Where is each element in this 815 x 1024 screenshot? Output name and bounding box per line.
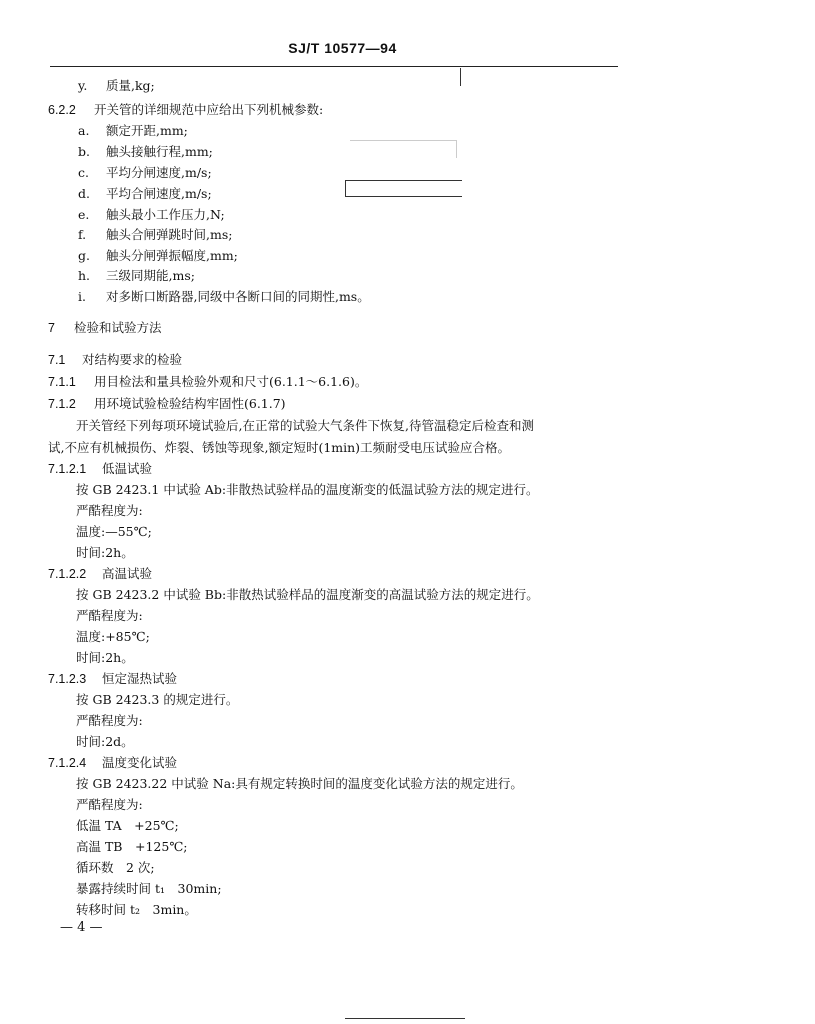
- paragraph-line: 时间:2h。: [76, 545, 134, 560]
- scan-mark-box-side: [345, 180, 346, 196]
- list-item: [78, 207, 225, 223]
- item-label: y.: [78, 78, 88, 93]
- item-text: 触头最小工作压力,N;: [106, 207, 225, 222]
- clause-7-1-2-3: [48, 671, 177, 687]
- item-label: e.: [78, 207, 90, 222]
- item-text: 平均合闸速度,m/s;: [106, 186, 212, 201]
- list-item: [78, 165, 212, 181]
- paragraph-line: 循环数 2 次;: [76, 860, 155, 875]
- scan-mark-faint-side: [456, 140, 457, 158]
- item-text: 平均分闸速度,m/s;: [106, 165, 212, 180]
- list-item: [78, 227, 232, 243]
- list-item: [78, 144, 213, 160]
- clause-7-1-2-4: [48, 755, 177, 771]
- paragraph-line: 按 GB 2423.2 中试验 Bb:非散热试验样品的温度渐变的高温试验方法的规定进行。: [76, 587, 539, 602]
- list-item: [78, 289, 370, 305]
- clause-text: 低温试验: [102, 461, 153, 476]
- paragraph-line: 低温 TA +25℃;: [76, 818, 179, 833]
- section-7-heading: [48, 320, 162, 336]
- scan-mark-faint-top: [350, 140, 456, 141]
- paragraph-line: 温度:+85℃;: [76, 629, 150, 644]
- clause-number: 7.1.1: [48, 375, 76, 389]
- clause-number: 7.1: [48, 353, 66, 367]
- clause-number: 7.1.2.4: [48, 756, 87, 770]
- item-text: 额定开距,mm;: [106, 123, 188, 138]
- clause-text: 开关管的详细规范中应给出下列机械参数:: [94, 102, 324, 117]
- paragraph-line: 按 GB 2423.22 中试验 Na:具有规定转换时间的温度变化试验方法的规定进行。: [76, 776, 523, 791]
- scan-mark-bottom: [345, 1018, 465, 1019]
- paragraph-line: 转移时间 t₂ 3min。: [76, 902, 197, 917]
- paragraph-line: 严酷程度为:: [76, 503, 143, 518]
- clause-text: 用目检法和量具检验外观和尺寸(6.1.1～6.1.6)。: [94, 374, 368, 389]
- scan-mark-box-bottom: [345, 196, 462, 197]
- clause-6-2-2: [48, 102, 323, 118]
- item-label: f.: [78, 227, 87, 242]
- paragraph-line: 开关管经下列每项环境试验后,在正常的试验大气条件下恢复,待管温稳定后检查和测: [76, 418, 534, 433]
- item-label: i.: [78, 289, 86, 304]
- item-label: d.: [78, 186, 90, 201]
- paragraph-line: 时间:2h。: [76, 650, 134, 665]
- mass-item: [78, 78, 155, 94]
- clause-number: 6.2.2: [48, 103, 76, 117]
- item-text: 质量,kg;: [106, 78, 155, 93]
- paragraph-line: 试,不应有机械损伤、炸裂、锈蚀等现象,额定短时(1min)工频耐受电压试验应合格。: [48, 440, 511, 455]
- clause-text: 对结构要求的检验: [82, 352, 183, 367]
- paragraph-line: 温度:—55℃;: [76, 524, 152, 539]
- clause-7-1-2-1: [48, 461, 152, 477]
- item-label: a.: [78, 123, 90, 138]
- paragraph-line: 严酷程度为:: [76, 797, 143, 812]
- section-number: 7: [48, 321, 55, 335]
- clause-text: 高温试验: [102, 566, 153, 581]
- item-label: c.: [78, 165, 89, 180]
- document-code: SJ/T 10577—94: [288, 40, 397, 56]
- item-label: h.: [78, 268, 91, 283]
- clause-number: 7.1.2.3: [48, 672, 87, 686]
- clause-7-1: [48, 352, 182, 368]
- clause-7-1-2-2: [48, 566, 152, 582]
- clause-text: 用环境试验检验结构牢固性(6.1.7): [94, 396, 286, 411]
- paragraph-line: 严酷程度为:: [76, 608, 143, 623]
- scan-mark-vertical: [460, 68, 461, 86]
- section-title: 检验和试验方法: [74, 320, 162, 335]
- paragraph-line: 暴露持续时间 t₁ 30min;: [76, 881, 222, 896]
- scan-mark-box-top: [345, 180, 462, 181]
- item-text: 触头接触行程,mm;: [106, 144, 213, 159]
- clause-text: 恒定湿热试验: [102, 671, 178, 686]
- clause-7-1-1: [48, 374, 367, 390]
- item-label: g.: [78, 248, 90, 263]
- item-text: 触头分闸弹振幅度,mm;: [106, 248, 238, 263]
- clause-number: 7.1.2.2: [48, 567, 87, 581]
- item-label: b.: [78, 144, 90, 159]
- list-item: [78, 248, 238, 264]
- paragraph-line: 时间:2d。: [76, 734, 134, 749]
- clause-number: 7.1.2.1: [48, 462, 87, 476]
- paragraph-line: 按 GB 2423.3 的规定进行。: [76, 692, 239, 707]
- item-text: 触头合闸弹跳时间,ms;: [106, 227, 233, 242]
- paragraph-line: 按 GB 2423.1 中试验 Ab:非散热试验样品的温度渐变的低温试验方法的规定进行。: [76, 482, 539, 497]
- header-rule: [50, 66, 618, 67]
- clause-7-1-2: [48, 396, 286, 412]
- list-item: [78, 123, 188, 139]
- item-text: 对多断口断路器,同级中各断口间的同期性,ms。: [106, 289, 370, 304]
- paragraph-line: 严酷程度为:: [76, 713, 143, 728]
- item-text: 三级同期能,ms;: [106, 268, 195, 283]
- clause-number: 7.1.2: [48, 397, 76, 411]
- paragraph-line: 高温 TB +125℃;: [76, 839, 188, 854]
- page-number: — 4 —: [60, 920, 103, 935]
- list-item: [78, 186, 212, 202]
- clause-text: 温度变化试验: [102, 755, 178, 770]
- list-item: [78, 268, 195, 284]
